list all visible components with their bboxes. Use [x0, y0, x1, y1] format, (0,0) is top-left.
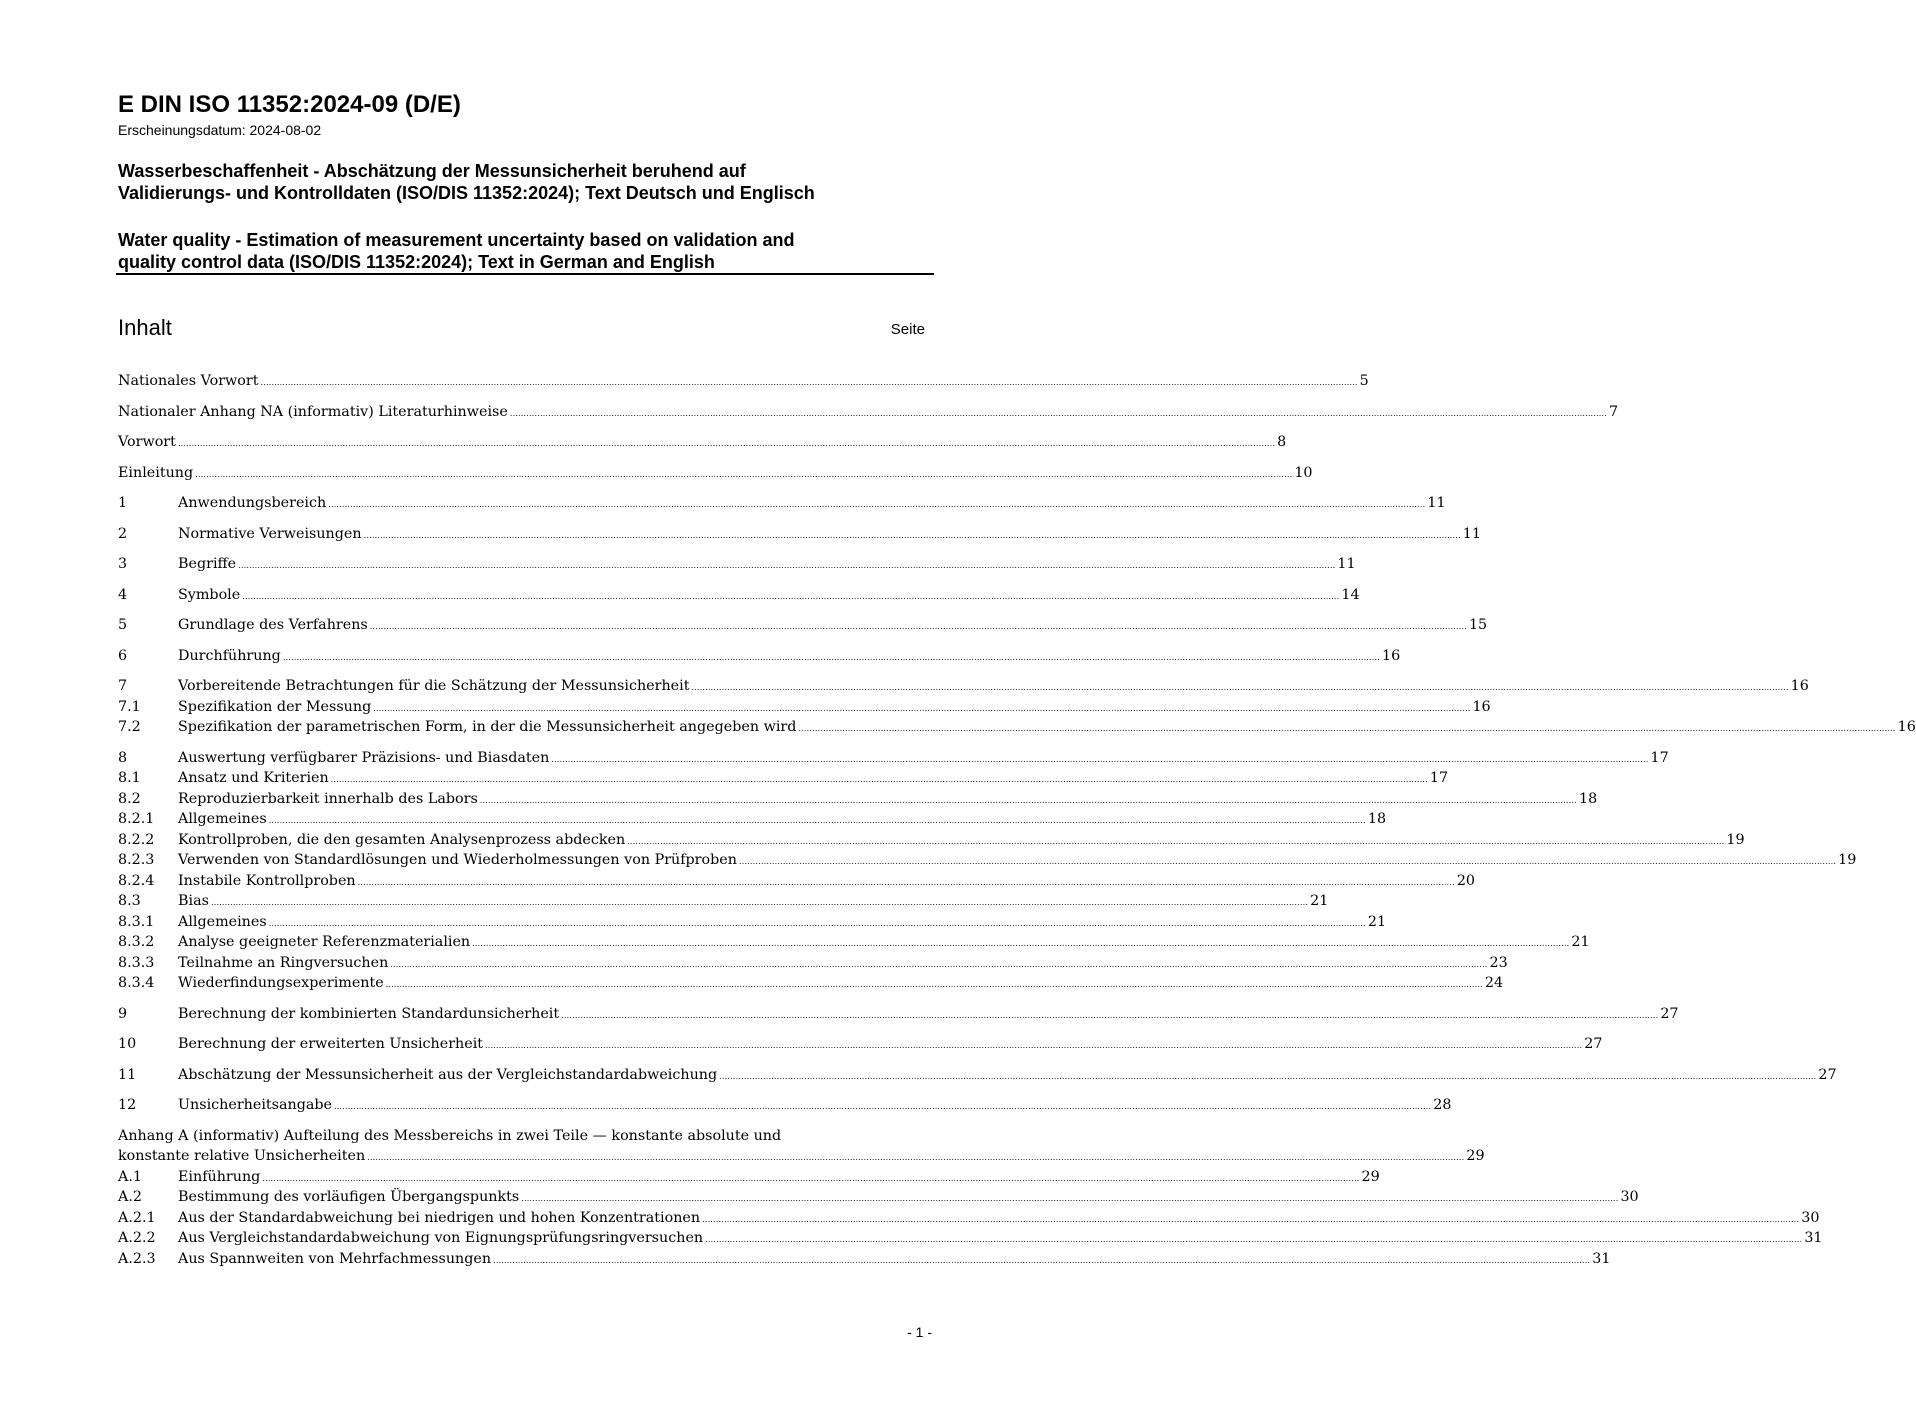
- toc-entry-number: 8.2.4: [118, 872, 155, 889]
- toc-entry-page: 31: [1804, 1230, 1823, 1246]
- toc-entry-page: 11: [1337, 556, 1356, 572]
- toc-entry-page: 30: [1801, 1209, 1820, 1226]
- toc-entry-title: Unsicherheitsangabe: [178, 1097, 333, 1113]
- toc-entry-page: 20: [1456, 872, 1476, 889]
- toc-dot-leader: ................................................................................................................................................................................................................................................................................................................................................................................................................: [210, 898, 1309, 907]
- toc-entry-number: 8.2: [118, 790, 141, 807]
- toc-entry-page: 18: [1367, 811, 1387, 827]
- toc-entry[interactable]: [118, 646, 1401, 667]
- toc-entry[interactable]: [118, 871, 1476, 892]
- toc-entry-number: A.2.2: [118, 1230, 156, 1246]
- toc-dot-leader: ................................................................................................................................................................................................................................................................................................................................................................................................................: [798, 724, 1896, 733]
- header-divider: [116, 273, 934, 275]
- toc-entry-title: Bias: [178, 893, 209, 909]
- toc-dot-leader: ................................................................................................................................................................................................................................................................................................................................................................................................................: [238, 561, 1336, 570]
- toc-entry-page: 11: [1427, 495, 1446, 511]
- toc-entry-number: 8.2.1: [118, 811, 155, 827]
- toc-entry-page: 28: [1433, 1097, 1452, 1113]
- toc-entry-page: 17: [1429, 770, 1449, 786]
- toc-entry-title: Aus Spannweiten von Mehrfachmessungen: [178, 1250, 492, 1267]
- toc-entry-title: Analyse geeigneter Referenzmaterialien: [178, 934, 471, 950]
- toc-entry[interactable]: [118, 953, 1508, 974]
- toc-dot-leader: ................................................................................................................................................................................................................................................................................................................................................................................................................: [485, 1041, 1583, 1050]
- toc-entry[interactable]: [118, 717, 1916, 738]
- toc-dot-leader: ................................................................................................................................................................................................................................................................................................................................................................................................................: [177, 439, 1276, 448]
- toc-entry[interactable]: [118, 554, 1356, 575]
- toc-dot-leader: ................................................................................................................................................................................................................................................................................................................................................................................................................: [691, 683, 1789, 692]
- title-german-line-1: Wasserbeschaffenheit - Abschätzung der Messunsicherheit beruhend auf: [118, 161, 746, 181]
- toc-entry-page: 8: [1277, 434, 1287, 450]
- toc-entry-page: 19: [1838, 852, 1857, 868]
- toc-heading: Inhalt: [118, 315, 172, 340]
- toc-entry[interactable]: [118, 1034, 1603, 1055]
- title-english-line-2: quality control data (ISO/DIS 11352:2024); Text in German and English: [118, 252, 715, 272]
- toc-dot-leader: ................................................................................................................................................................................................................................................................................................................................................................................................................: [330, 775, 1428, 784]
- toc-entry[interactable]: [118, 585, 1360, 606]
- toc-entry-page: 16: [1382, 647, 1401, 664]
- toc-entry-number: 8.2.2: [118, 831, 155, 848]
- toc-entry[interactable]: [118, 463, 1313, 484]
- toc-entry[interactable]: [118, 1228, 1823, 1249]
- toc-entry-page: 21: [1310, 893, 1329, 909]
- toc-entry-number: 2: [118, 525, 128, 542]
- toc-entry[interactable]: [118, 524, 1481, 545]
- toc-entry-title: Nationales Vorwort: [118, 373, 259, 389]
- title-english: [118, 229, 794, 273]
- toc-entry-number: 8: [118, 749, 128, 766]
- toc-dot-leader: ................................................................................................................................................................................................................................................................................................................................................................................................................: [705, 1235, 1803, 1244]
- toc-entry-number: A.2.3: [118, 1250, 156, 1267]
- table-of-contents: [118, 371, 1916, 1269]
- toc-entry[interactable]: [118, 830, 1745, 851]
- toc-entry[interactable]: [118, 1249, 1611, 1270]
- toc-entry-title: Spezifikation der parametrischen Form, in der die Messunsicherheit angegeben wird: [178, 719, 797, 735]
- toc-entry[interactable]: [118, 932, 1590, 953]
- toc-entry-title: Aus Vergleichstandardabweichung von Eignungsprüfungsringversuchen: [178, 1230, 704, 1246]
- toc-entry[interactable]: [118, 1187, 1639, 1208]
- toc-entry-page: 15: [1468, 617, 1488, 633]
- toc-entry-page: 23: [1489, 954, 1508, 971]
- toc-entry[interactable]: [118, 768, 1449, 789]
- toc-dot-leader: ................................................................................................................................................................................................................................................................................................................................................................................................................: [195, 469, 1293, 479]
- toc-dot-leader: ................................................................................................................................................................................................................................................................................................................................................................................................................: [385, 980, 1483, 989]
- toc-dot-leader: ................................................................................................................................................................................................................................................................................................................................................................................................................: [242, 591, 1340, 601]
- toc-entry-number: 8.2.3: [118, 852, 155, 868]
- toc-dot-leader: ................................................................................................................................................................................................................................................................................................................................................................................................................: [390, 959, 1488, 969]
- toc-entry-number: 10: [118, 1036, 137, 1052]
- toc-entry-title: konstante relative Unsicherheiten: [118, 1148, 366, 1164]
- toc-dot-leader: ................................................................................................................................................................................................................................................................................................................................................................................................................: [493, 1255, 1591, 1265]
- toc-entry-page: 16: [1790, 678, 1809, 694]
- toc-entry-number: A.2.1: [118, 1209, 156, 1226]
- toc-entry-number: 7.2: [118, 719, 141, 735]
- toc-dot-leader: ................................................................................................................................................................................................................................................................................................................................................................................................................: [367, 1153, 1465, 1162]
- toc-entry-page: 16: [1897, 719, 1916, 735]
- toc-entry-page: 21: [1367, 913, 1387, 930]
- toc-page-label: Seite: [890, 321, 925, 338]
- document-title: E DIN ISO 11352:2024-09 (D/E): [118, 91, 461, 118]
- toc-entry-page: 18: [1579, 790, 1598, 807]
- toc-entry-page: 5: [1359, 373, 1369, 389]
- toc-dot-leader: ................................................................................................................................................................................................................................................................................................................................................................................................................: [561, 1010, 1659, 1020]
- toc-entry-title: Vorbereitende Betrachtungen für die Schätzung der Messunsicherheit: [178, 678, 690, 694]
- toc-entry-number: A.1: [118, 1168, 142, 1185]
- toc-dot-leader: ................................................................................................................................................................................................................................................................................................................................................................................................................: [627, 836, 1725, 846]
- toc-entry-title: Wiederfindungsexperimente: [178, 975, 384, 991]
- toc-entry[interactable]: [118, 1065, 1837, 1086]
- toc-dot-leader: ................................................................................................................................................................................................................................................................................................................................................................................................................: [738, 857, 1837, 866]
- toc-entry-title: Normative Verweisungen: [178, 525, 362, 542]
- toc-entry-page: 11: [1462, 525, 1481, 542]
- toc-dot-leader: ................................................................................................................................................................................................................................................................................................................................................................................................................: [479, 795, 1577, 805]
- toc-entry-page: 29: [1466, 1148, 1485, 1164]
- toc-entry-page: 27: [1584, 1036, 1603, 1052]
- toc-entry-title: Verwenden von Standardlösungen und Wiederholmessungen von Prüfproben: [178, 852, 737, 868]
- toc-entry[interactable]: [118, 1146, 1485, 1167]
- toc-entry-title: Reproduzierbarkeit innerhalb des Labors: [178, 790, 478, 807]
- toc-entry-page: 24: [1484, 975, 1504, 991]
- toc-entry-number: 4: [118, 586, 128, 603]
- toc-entry-page: 10: [1294, 464, 1313, 481]
- toc-entry-page: 7: [1609, 403, 1619, 420]
- toc-entry-number: 11: [118, 1066, 137, 1083]
- toc-entry-title: Allgemeines: [178, 811, 267, 827]
- toc-entry[interactable]: [118, 912, 1387, 933]
- toc-entry-title: Einführung: [178, 1168, 261, 1185]
- toc-entry-number: 3: [118, 556, 128, 572]
- toc-entry[interactable]: [118, 432, 1287, 453]
- toc-entry[interactable]: [118, 1095, 1452, 1116]
- toc-entry-number: 9: [118, 1005, 128, 1022]
- toc-entry-page: 17: [1650, 749, 1669, 766]
- toc-entry-number: A.2: [118, 1189, 142, 1205]
- toc-entry-title: Teilnahme an Ringversuchen: [178, 954, 389, 971]
- toc-entry[interactable]: [118, 371, 1369, 392]
- toc-entry-number: 7: [118, 678, 128, 694]
- toc-dot-leader: ................................................................................................................................................................................................................................................................................................................................................................................................................: [328, 500, 1426, 509]
- toc-entry-page: 21: [1571, 934, 1590, 950]
- toc-entry-number: 8.3.3: [118, 954, 155, 971]
- publication-date: Erscheinungsdatum: 2024-08-02: [118, 122, 322, 138]
- toc-dot-leader: ................................................................................................................................................................................................................................................................................................................................................................................................................: [268, 816, 1366, 825]
- toc-dot-leader: ................................................................................................................................................................................................................................................................................................................................................................................................................: [702, 1214, 1800, 1224]
- toc-entry[interactable]: [118, 1208, 1820, 1229]
- toc-entry-title: Allgemeines: [178, 913, 267, 930]
- toc-entry[interactable]: [118, 1004, 1679, 1025]
- toc-entry[interactable]: [118, 748, 1669, 769]
- toc-dot-leader: ................................................................................................................................................................................................................................................................................................................................................................................................................: [262, 1173, 1360, 1183]
- toc-entry-number: 12: [118, 1097, 137, 1113]
- toc-entry-title: Auswertung verfügbarer Präzisions- und Biasdaten: [178, 749, 550, 766]
- toc-entry-page: 27: [1660, 1005, 1679, 1022]
- toc-dot-leader: ................................................................................................................................................................................................................................................................................................................................................................................................................: [521, 1194, 1619, 1203]
- toc-entry-number: 8.3.1: [118, 913, 155, 930]
- toc-entry-number: 7.1: [118, 698, 141, 715]
- toc-entry-number: 8.1: [118, 770, 141, 786]
- toc-entry-page: 27: [1818, 1066, 1837, 1083]
- toc-entry[interactable]: [118, 615, 1488, 636]
- toc-entry[interactable]: [118, 973, 1504, 994]
- title-german: [118, 160, 815, 204]
- toc-entry[interactable]: [118, 789, 1598, 810]
- toc-entry-number: 1: [118, 495, 128, 511]
- toc-dot-leader: ................................................................................................................................................................................................................................................................................................................................................................................................................: [357, 877, 1455, 887]
- toc-entry-title: Symbole: [178, 586, 241, 603]
- toc-entry-page: 30: [1620, 1189, 1639, 1205]
- toc-entry-title: Einleitung: [118, 464, 194, 481]
- toc-entry[interactable]: [118, 891, 1329, 912]
- toc-dot-leader: ................................................................................................................................................................................................................................................................................................................................................................................................................: [334, 1102, 1432, 1111]
- toc-dot-leader: ................................................................................................................................................................................................................................................................................................................................................................................................................: [551, 754, 1649, 764]
- toc-entry-number: 8.3.2: [118, 934, 155, 950]
- toc-entry-title: Nationaler Anhang NA (informativ) Literaturhinweise: [118, 403, 508, 420]
- toc-entry[interactable]: [118, 402, 1619, 423]
- toc-entry[interactable]: [118, 493, 1446, 514]
- toc-entry-title: Abschätzung der Messunsicherheit aus der Vergleichstandardabweichung: [178, 1066, 718, 1083]
- toc-dot-leader: ................................................................................................................................................................................................................................................................................................................................................................................................................: [509, 408, 1608, 418]
- toc-entry-page: 31: [1592, 1250, 1611, 1267]
- toc-entry-page: 19: [1726, 831, 1745, 848]
- toc-entry[interactable]: [118, 676, 1809, 697]
- toc-entry-page: 29: [1361, 1168, 1380, 1185]
- toc-dot-leader: ................................................................................................................................................................................................................................................................................................................................................................................................................: [282, 652, 1381, 662]
- toc-entry-page: 14: [1341, 586, 1360, 603]
- title-english-line-1: Water quality - Estimation of measurement uncertainty based on validation and: [118, 230, 795, 250]
- toc-dot-leader: ................................................................................................................................................................................................................................................................................................................................................................................................................: [472, 939, 1570, 948]
- toc-entry-title: Anwendungsbereich: [178, 495, 327, 511]
- toc-entry-title: Begriffe: [178, 556, 237, 572]
- toc-entry[interactable]: [118, 1167, 1380, 1188]
- toc-dot-leader: ................................................................................................................................................................................................................................................................................................................................................................................................................: [369, 622, 1467, 631]
- toc-entry-title: Vorwort: [118, 434, 176, 450]
- toc-entry-title: Berechnung der erweiterten Unsicherheit: [178, 1036, 484, 1052]
- toc-entry-title: Durchführung: [178, 647, 281, 664]
- toc-dot-leader: ................................................................................................................................................................................................................................................................................................................................................................................................................: [268, 918, 1366, 928]
- toc-entry-number: 8.3: [118, 893, 141, 909]
- toc-dot-leader: ................................................................................................................................................................................................................................................................................................................................................................................................................: [363, 530, 1461, 540]
- toc-dot-leader: ................................................................................................................................................................................................................................................................................................................................................................................................................: [260, 378, 1358, 387]
- toc-entry-title: Berechnung der kombinierten Standardunsicherheit: [178, 1005, 560, 1022]
- toc-entry-title: Spezifikation der Messung: [178, 698, 372, 715]
- title-german-line-2: Validierungs- und Kontrolldaten (ISO/DIS 11352:2024); Text Deutsch und Englisch: [118, 183, 815, 203]
- toc-entry-number: 5: [118, 617, 128, 633]
- toc-dot-leader: ................................................................................................................................................................................................................................................................................................................................................................................................................: [373, 703, 1471, 713]
- toc-entry-title: Ansatz und Kriterien: [178, 770, 329, 786]
- toc-entry-title: Grundlage des Verfahrens: [178, 617, 368, 633]
- toc-entry[interactable]: [118, 809, 1387, 830]
- toc-entry-title: Kontrollproben, die den gesamten Analysenprozess abdecken: [178, 831, 626, 848]
- toc-entry[interactable]: [118, 697, 1491, 718]
- toc-entry[interactable]: [118, 850, 1857, 871]
- toc-entry-title: Aus der Standardabweichung bei niedrigen und hohen Konzentrationen: [178, 1209, 701, 1226]
- toc-entry-number: 6: [118, 647, 128, 664]
- toc-entry-title: Instabile Kontrollproben: [178, 872, 356, 889]
- toc-dot-leader: ................................................................................................................................................................................................................................................................................................................................................................................................................: [719, 1071, 1817, 1081]
- toc-entry-title: Bestimmung des vorläufigen Übergangspunkts: [178, 1189, 520, 1205]
- toc-entry-line: Anhang A (informativ) Aufteilung des Messbereichs in zwei Teile — konstante absolute und: [118, 1127, 782, 1144]
- toc-entry-number: 8.3.4: [118, 975, 155, 991]
- toc-entry-page: 16: [1472, 698, 1491, 715]
- page-number: - 1 -: [907, 1324, 932, 1340]
